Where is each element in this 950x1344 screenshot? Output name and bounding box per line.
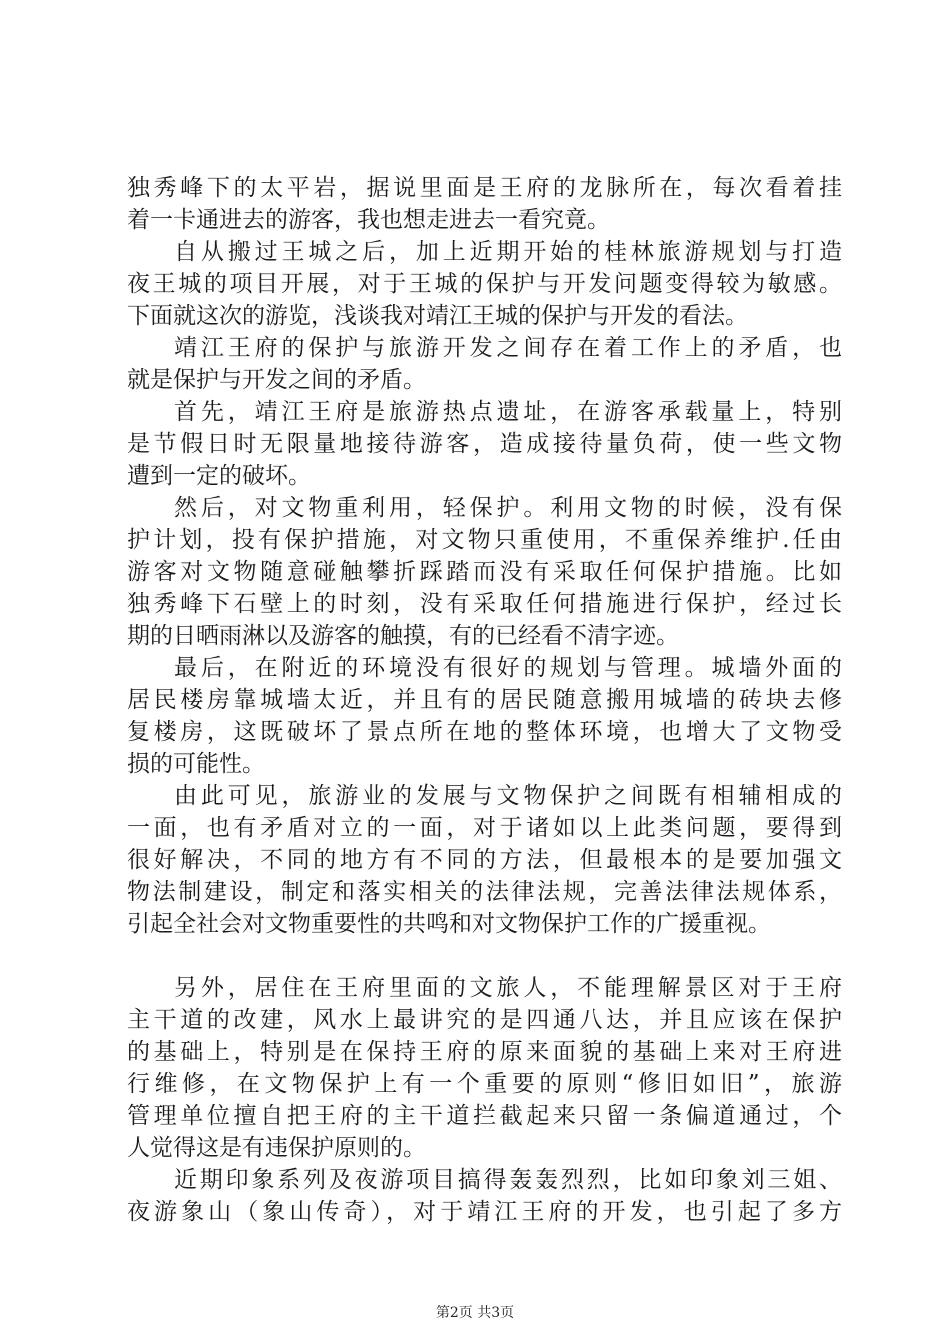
text-line: 人觉得这是有违保护原则的。 xyxy=(127,1135,426,1161)
text-line: 然后，对文物重利用，轻保护。利用文物的时候，没有保 xyxy=(174,495,842,521)
text-line: 另外，居住在王府里面的文旅人，不能理解景区对于王府 xyxy=(174,975,842,1001)
text-line: 期的日晒雨淋以及游客的触摸，有的已经看不清字迹。 xyxy=(127,623,679,649)
text-line: 夜王城的项目开展，对于王城的保护与开发问题变得较为敏感。 xyxy=(127,271,842,297)
text-line: 的基础上，特别是在保持王府的原来面貌的基础上来对王府进 xyxy=(127,1039,842,1065)
text-line: 很好解决，不同的地方有不同的方法，但最根本的是要加强文 xyxy=(127,847,842,873)
text-line: 就是保护与开发之间的矛盾。 xyxy=(127,367,426,393)
text-line: 复楼房，这既破坏了景点所在地的整体环境，也增大了文物受 xyxy=(127,719,842,745)
text-line: 夜游象山（象山传奇），对于靖江王府的开发，也引起了多方 xyxy=(127,1199,842,1225)
text-line: 着一卡通进去的游客，我也想走进去一看究竟。 xyxy=(127,207,610,233)
text-line: 由此可见，旅游业的发展与文物保护之间既有相辅相成的 xyxy=(174,783,842,809)
text-line: 物法制建设，制定和落实相关的法律法规，完善法律法规体系， xyxy=(127,879,842,905)
paragraph-spacer xyxy=(127,940,842,972)
text-line: 独秀峰下石壁上的时刻，没有采取任何措施进行保护，经过长 xyxy=(127,591,842,617)
text-line: 游客对文物随意碰触攀折踩踏而没有采取任何保护措施。比如 xyxy=(127,559,842,585)
text-line: 一面，也有矛盾对立的一面，对于诸如以上此类问题，要得到 xyxy=(127,815,842,841)
text-line: 遭到一定的破坏。 xyxy=(127,463,311,489)
text-line: 损的可能性。 xyxy=(127,751,265,777)
page-footer: 第2页 共3页 xyxy=(435,1305,515,1321)
text-line: 主干道的改建，风水上最讲究的是四通八达，并且应该在保护 xyxy=(127,1007,842,1033)
text-line: 近期印象系列及夜游项目搞得轰轰烈烈，比如印象刘三姐、 xyxy=(174,1167,842,1193)
text-line: 行维修，在文物保护上有一个重要的原则“修旧如旧”，旅游 xyxy=(127,1071,842,1097)
text-line: 首先，靖江王府是旅游热点遗址，在游客承载量上，特别 xyxy=(174,399,842,425)
document-body xyxy=(127,172,842,1228)
text-line: 是节假日时无限量地接待游客，造成接待量负荷，使一些文物 xyxy=(127,431,842,457)
text-line: 护计划，投有保护措施，对文物只重使用，不重保养维护.任由 xyxy=(127,527,842,553)
text-line: 下面就这次的游览，浅谈我对靖江王城的保护与开发的看法。 xyxy=(127,303,748,329)
text-line: 管理单位擅自把王府的主干道拦截起来只留一条偏道通过，个 xyxy=(127,1103,842,1129)
text-line: 独秀峰下的太平岩，据说里面是王府的龙脉所在，每次看着挂 xyxy=(127,175,842,201)
text-line: 自从搬过王城之后，加上近期开始的桂林旅游规划与打造 xyxy=(174,239,842,265)
text-line: 最后，在附近的环境没有很好的规划与管理。城墙外面的 xyxy=(174,655,842,681)
text-line: 引起全社会对文物重要性的共鸣和对文物保护工作的广援重视。 xyxy=(127,911,771,937)
text-line: 靖江王府的保护与旅游开发之间存在着工作上的矛盾，也 xyxy=(174,335,842,361)
text-line: 居民楼房靠城墙太近，并且有的居民随意搬用城墙的砖块去修 xyxy=(127,687,842,713)
